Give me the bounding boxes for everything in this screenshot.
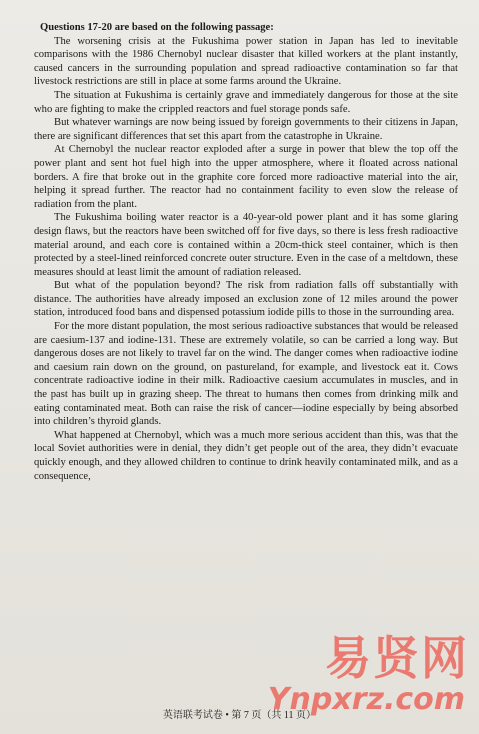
page-footer: 英语联考试卷 • 第 7 页（共 11 页） — [162, 710, 317, 721]
site-watermark — [267, 622, 473, 732]
passage-heading: Questions 17-20 are based on the following passage: — [40, 22, 274, 33]
paragraph-4: At Chernobyl the nuclear reactor exploded after a surge in power that blew the top off the power plant and sent hot fuel high into the upper atmosphere, where it floated across national borders. A fire that broke out in the graphite core forced more radioactive material into the air, helping it spread further. The reactor had no containment facility to even slow the release of radiation from the plant. — [34, 144, 458, 210]
passage — [34, 21, 458, 483]
paragraph-1: The worsening crisis at the Fukushima power station in Japan has led to inevitable comparisons with the 1986 Chernobyl nuclear disaster that killed workers at the plant instantly, caused cancers in the surrounding population and spread radioactive contamination so far that livestock restrictions are still in place at some farms around the Ukraine. — [34, 35, 458, 88]
paragraph-8: What happened at Chernobyl, which was a much more serious accident than this, was that the local Soviet authorities were in denial, they didn’t get people out of the area, they didn’t evacuate quickly enough, and they allowed children to continue to drink heavily contaminated milk, and as a consequence, — [34, 429, 458, 482]
paragraph-7: For the more distant population, the most serious radioactive substances that would be released are caesium-137 and iodine-131. These are extremely volatile, so can be carried a long way. But dangerous doses are not likely to travel far on the wind. The danger comes when radioactive iodine and caesium rain down on the ground, on pastureland, for example, and livestock eat it. Cows concentrate radioactive iodine in their milk. Radioactive caesium accumulates in muscles, and in the past has built up in grazing sheep. The threat to humans then comes from drinking milk and eating contaminated meat. Both can raise the risk of cancer—iodine especially by being absorbed into children’s thyroid glands. — [34, 321, 458, 428]
paragraph-2: The situation at Fukushima is certainly grave and immediately dangerous for those at the site who are fighting to make the crippled reactors and fuel storage ponds safe. — [34, 89, 458, 115]
paragraph-6: But what of the population beyond? The risk from radiation falls off substantially with distance. The authorities have already imposed an exclusion zone of 12 miles around the power station, introduced food bans and dispensed potassium iodide pills to those in the surrounding area. — [34, 280, 458, 319]
watermark-chinese-logo: 易贤网 — [325, 631, 469, 685]
paragraph-5: The Fukushima boiling water reactor is a 40-year-old power plant and it has some glaring design flaws, but the reactors have been switched off for five days, so there is less fresh radioactive material around, and each core is contained within a 20cm-thick steel container, which is then protected by a steel-lined reinforced concrete outer structure. Even in the case of a meltdown, these measures should at least limit the amount of radiation released. — [34, 212, 458, 278]
watermark-url: Ynpxrz.com — [267, 682, 465, 717]
paragraph-3: But whatever warnings are now being issued by foreign governments to their citizens in Japan, there are significant differences that set this apart from the catastrophe in Ukraine. — [34, 117, 458, 142]
